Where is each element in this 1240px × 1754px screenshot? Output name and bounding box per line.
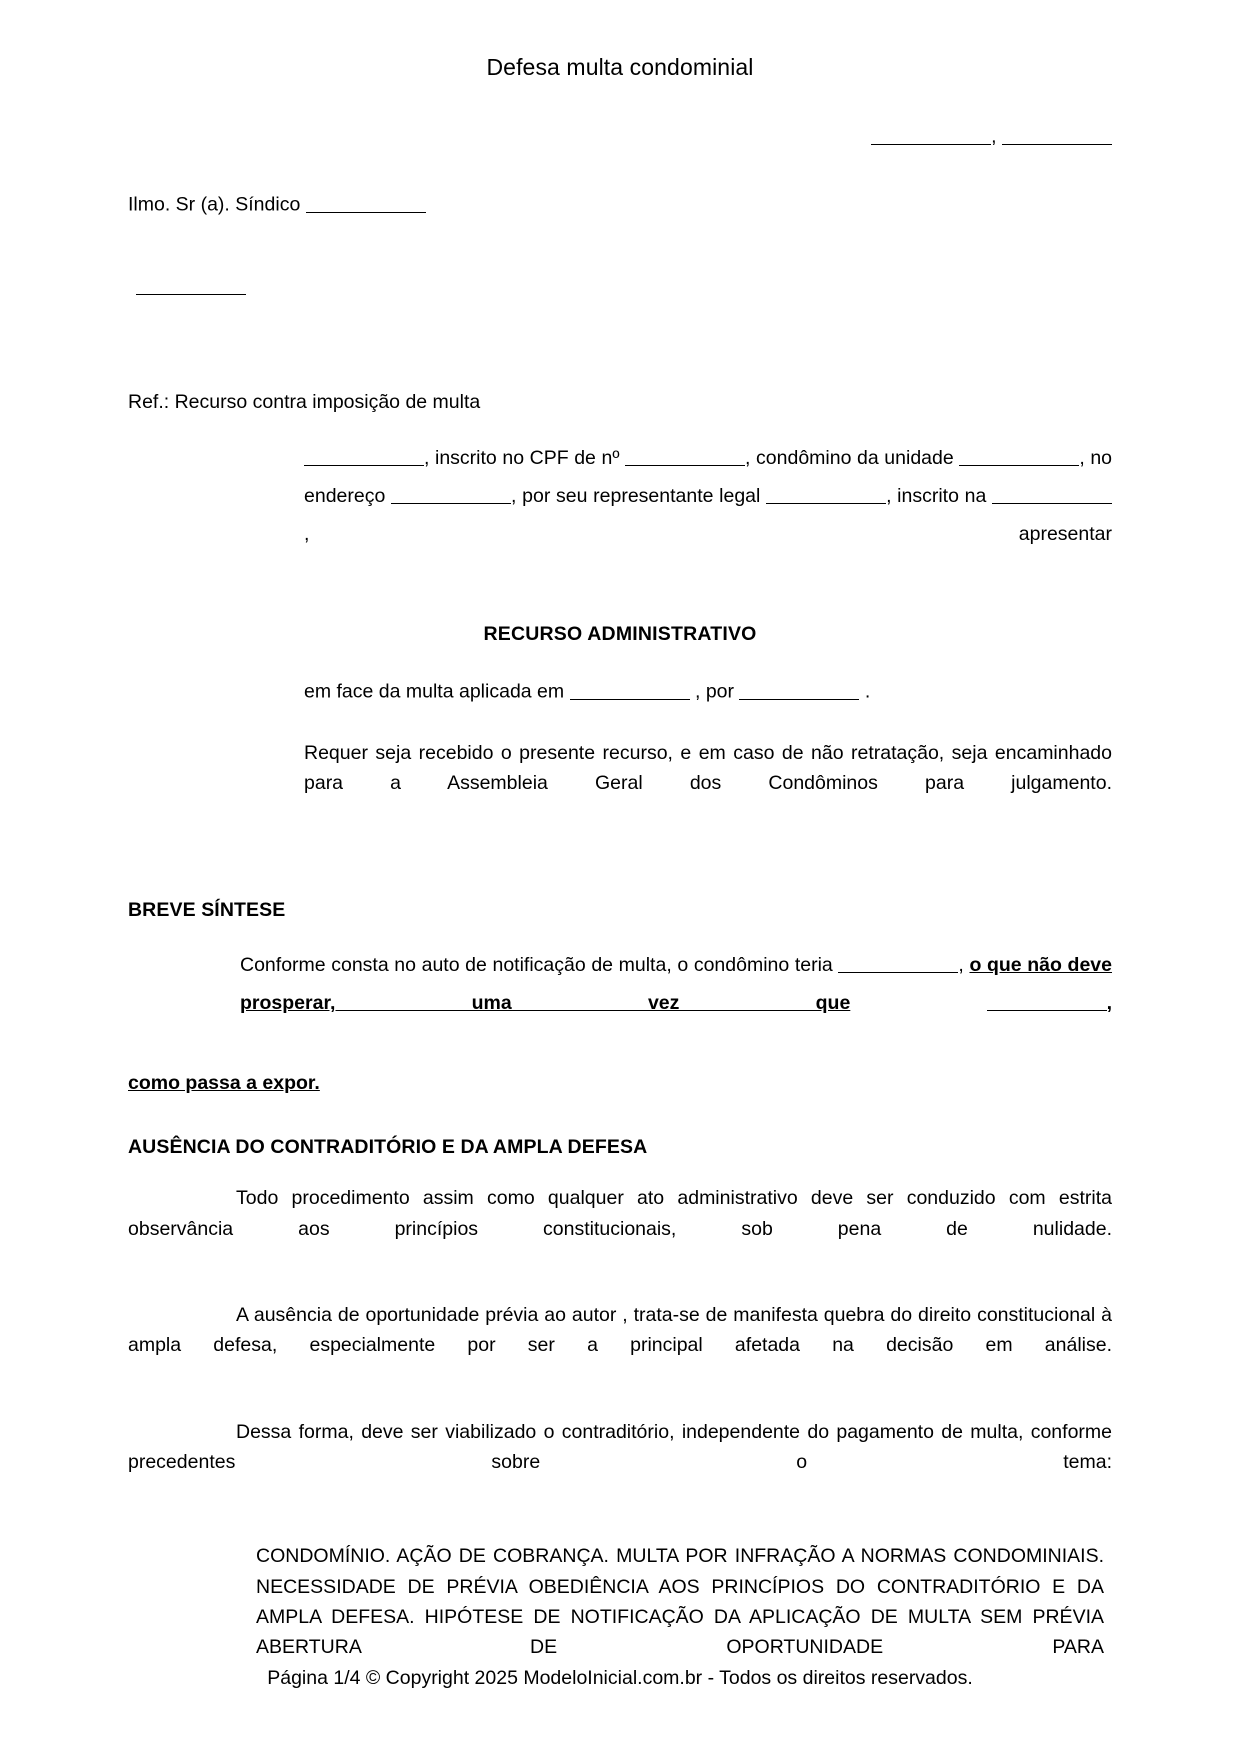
breve-sintese-intro: Conforme consta no auto de notificação de multa, o condômino teria xyxy=(240,954,833,977)
qualification-address-blank[interactable] xyxy=(391,484,511,504)
dateline xyxy=(128,125,1112,147)
jurisprudence-quote: CONDOMÍNIO. AÇÃO DE COBRANÇA. MULTA POR INFRAÇÃO A NORMAS CONDOMINIAIS. NECESSIDADE DE PRÉVIA OBEDIÊNCIA AOS PRINCÍPIOS DO CONTRADITÓRIO E DA AMPLA DEFESA. HIPÓTESE DE NOTIFICAÇÃO DA APLICAÇÃO DE MULTA SEM PRÉVIA ABERTURA DE OPORTUNIDADE PARA xyxy=(256,1545,1104,1658)
qualification-registry-blank[interactable] xyxy=(992,484,1112,504)
qualification-text-1: , inscrito no CPF de nº xyxy=(424,446,620,469)
ausencia-paragraph-3-text: Dessa forma, deve ser viabilizado o contraditório, independente do pagamento de multa, conforme precedentes sobre o tema: xyxy=(128,1420,1112,1473)
section-heading-ausencia: AUSÊNCIA DO CONTRADITÓRIO E DA AMPLA DEFESA xyxy=(128,1135,648,1158)
dateline-date-blank[interactable] xyxy=(1002,125,1112,145)
breve-sintese-blank-1[interactable] xyxy=(838,954,958,974)
addressee-line xyxy=(128,193,1112,215)
ausencia-paragraph-1 xyxy=(128,1183,1112,1274)
breve-sintese-paragraph xyxy=(128,946,1112,1060)
qualification-text-3: , no endereço xyxy=(304,446,1113,507)
qualification-rep-blank[interactable] xyxy=(766,484,886,504)
multa-text-3: . xyxy=(864,680,871,703)
dateline-city-blank[interactable] xyxy=(871,125,991,145)
multa-text-1: em face da multa aplicada em xyxy=(304,680,565,703)
multa-line xyxy=(128,680,1112,702)
page-title: Defesa multa condominial xyxy=(486,54,754,80)
addressee-second-line xyxy=(136,275,1112,297)
addressee-extra-blank[interactable] xyxy=(136,275,246,295)
breve-sintese-emphasis: o que não deve prosperar, uma vez que xyxy=(240,954,1112,1015)
dateline-separator: , xyxy=(991,125,997,148)
qualification-name-blank[interactable] xyxy=(304,446,424,466)
breve-sintese-tail: como passa a expor. xyxy=(128,1072,320,1095)
multa-date-blank[interactable] xyxy=(570,680,690,700)
qualification-cpf-blank[interactable] xyxy=(625,446,745,466)
qualification-unit-blank[interactable] xyxy=(959,446,1079,466)
qualification-text-5: , inscrito na xyxy=(886,484,987,507)
section-heading-breve-sintese: BREVE SÍNTESE xyxy=(128,898,286,921)
breve-sintese-blank-2[interactable] xyxy=(987,992,1107,1012)
qualification-text-4: , por seu representante legal xyxy=(511,484,761,507)
ausencia-paragraph-2-text: A ausência de oportunidade prévia ao autor , trata-se de manifesta quebra do direito constitucional à ampla defesa, especialmente por ser a principal afetada na decisão em análise. xyxy=(128,1303,1112,1357)
ausencia-paragraph-3 xyxy=(128,1417,1112,1508)
addressee-name-blank[interactable] xyxy=(306,193,426,213)
breve-sintese-comma: , xyxy=(958,954,964,977)
breve-sintese-comma-2: , xyxy=(1106,992,1112,1015)
ausencia-paragraph-2 xyxy=(128,1300,1112,1391)
addressee-label: Ilmo. Sr (a). Síndico xyxy=(128,193,301,216)
recurso-heading: RECURSO ADMINISTRATIVO xyxy=(483,622,757,645)
document-body xyxy=(128,125,1112,1692)
page-footer: Página 1/4 © Copyright 2025 ModeloInicial.com.br - Todos os direitos reservados. xyxy=(267,1667,973,1689)
qualification-text-2: , condômino da unidade xyxy=(745,446,954,469)
ausencia-paragraph-1-text: Todo procedimento assim como qualquer ato administrativo deve ser conduzido com estrita observância aos princípios constitucionais, sob pena de nulidade. xyxy=(128,1187,1112,1240)
multa-text-2: , por xyxy=(694,680,735,703)
reference-line: Ref.: Recurso contra imposição de multa xyxy=(128,391,481,414)
multa-reason-blank[interactable] xyxy=(739,680,859,700)
qualification-text-6: , apresentar xyxy=(304,522,1112,545)
qualification-paragraph xyxy=(128,439,1112,591)
requer-paragraph: Requer seja recebido o presente recurso, e em caso de não retratação, seja encaminhado para a Assembleia Geral dos Condôminos para julgamento. xyxy=(304,742,1112,795)
